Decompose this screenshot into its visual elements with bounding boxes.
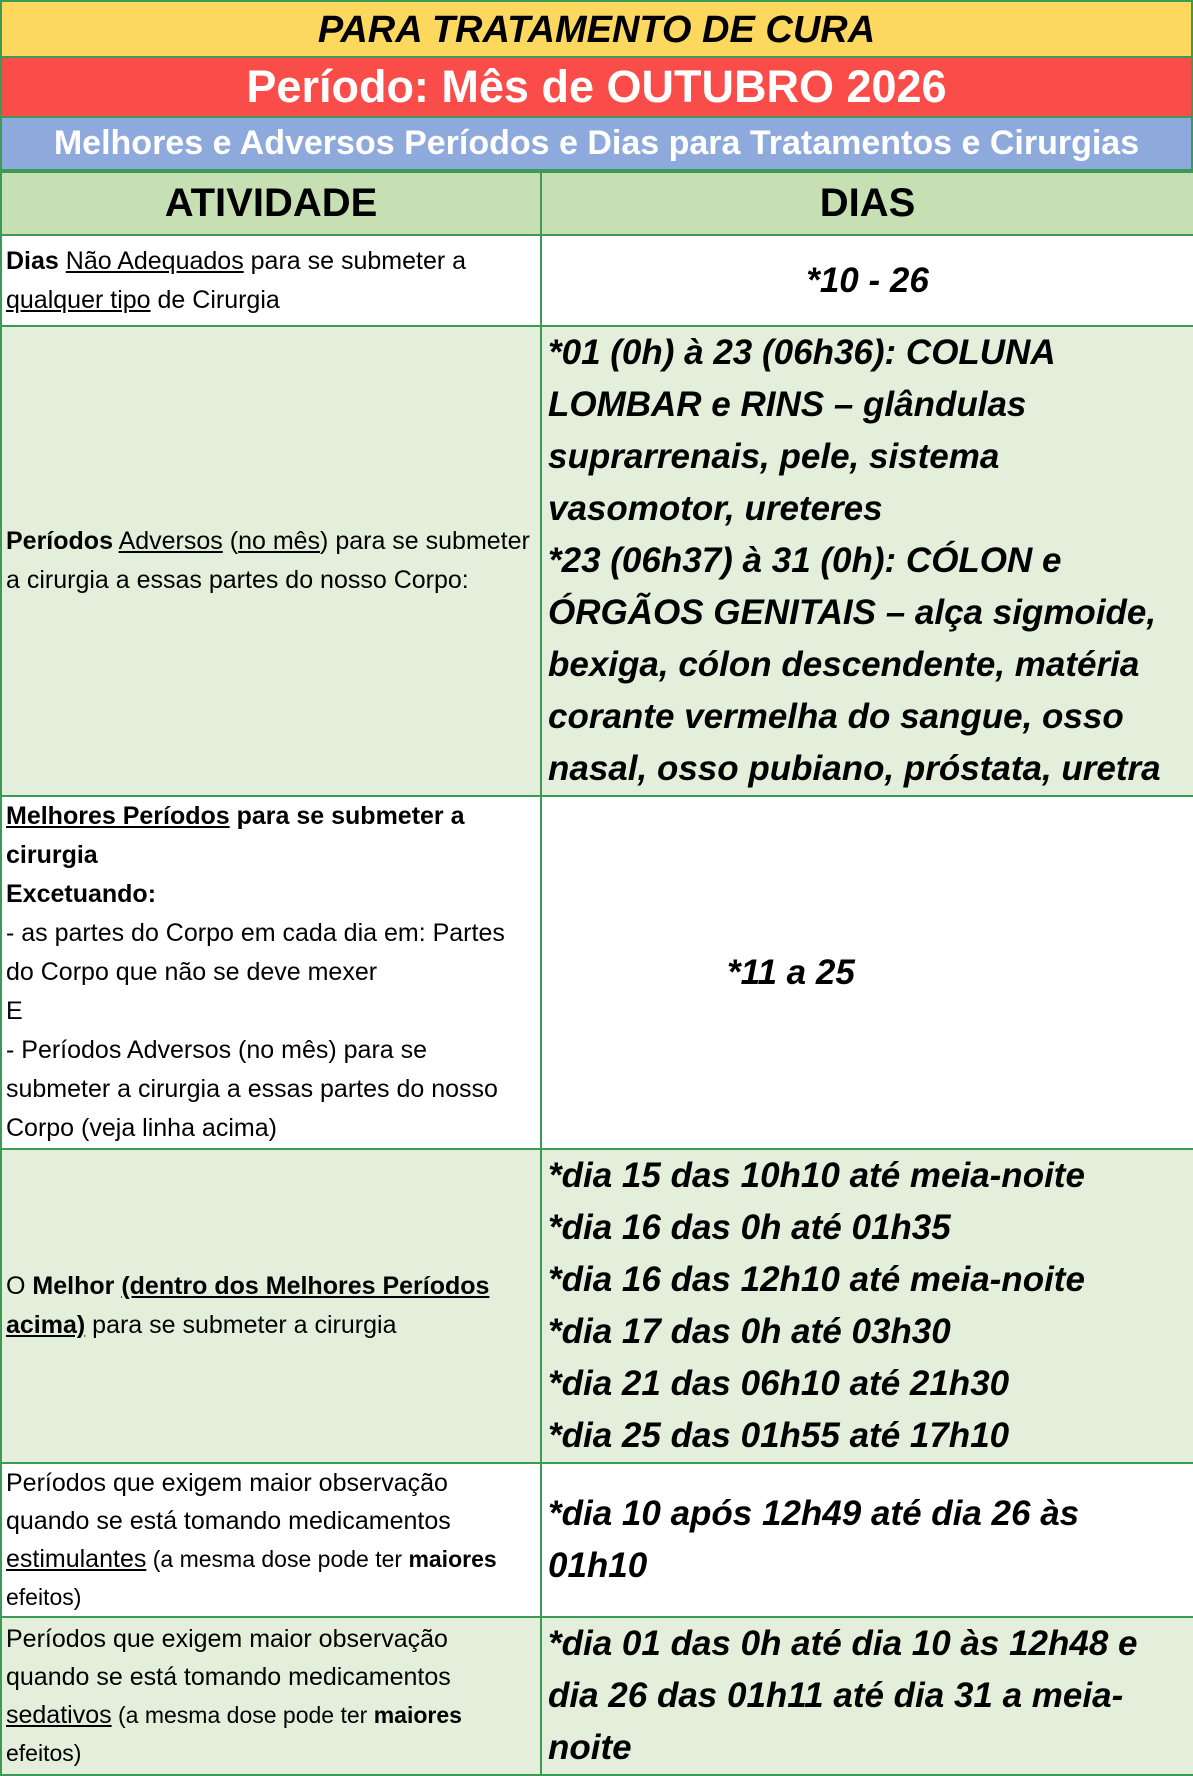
days-line: LOMBAR e RINS – glândulas [548,385,1027,424]
days-line: *dia 10 após 12h49 até dia 26 às [548,1494,1080,1533]
days-line: dia 26 das 01h11 até dia 31 a meia- [548,1676,1124,1715]
table-row [1,796,1193,1149]
table-row [1,1149,1193,1463]
days-line: ÓRGÃOS GENITAIS – alça sigmoide, [548,593,1157,632]
days-line: 01h10 [548,1546,648,1585]
period-title: Período: Mês de OUTUBRO 2026 [0,58,1193,118]
days-cell [541,326,1193,796]
days-line: *dia 17 das 0h até 03h30 [548,1312,951,1351]
table-row [1,1463,1193,1617]
days-cell: *10 - 26 [541,235,1193,326]
days-line: bexiga, cólon descendente, matéria [548,645,1140,684]
table-row [1,235,1193,326]
header-row [1,172,1193,235]
activity-cell: Períodos que exigem maior observação quando se está tomando medicamentos sedativos (a mesma dose pode ter maiores efeitos) [1,1617,541,1775]
days-cell: *11 a 25 [541,796,1193,1149]
days-line: *dia 01 das 0h até dia 10 às 12h48 e [548,1624,1138,1663]
column-header-activity: ATIVIDADE [1,172,541,235]
days-line: *dia 15 das 10h10 até meia-noite [548,1156,1085,1195]
activity-cell: Melhores Períodos para se submeter a cirurgia Excetuando: - as partes do Corpo em cada dia em: Partes do Corpo que não se deve mexer E - Períodos Adversos (no mês) para se submeter a cirurgia a essas partes do nosso Corpo (veja linha acima) [1,796,541,1149]
activity-cell: Períodos Adversos (no mês) para se submeter a cirurgia a essas partes do nosso Corpo: [1,326,541,796]
days-line: *23 (06h37) à 31 (0h): CÓLON e [548,541,1062,580]
activity-cell: Períodos que exigem maior observação quando se está tomando medicamentos estimulantes (a mesma dose pode ter maiores efeitos) [1,1463,541,1617]
days-line: vasomotor, ureteres [548,489,883,528]
column-header-days: DIAS [541,172,1193,235]
days-line: corante vermelha do sangue, osso [548,697,1124,736]
days-line: noite [548,1728,632,1767]
table-row [1,1617,1193,1775]
days-line: nasal, osso pubiano, próstata, uretra [548,749,1161,788]
subtitle: Melhores e Adversos Períodos e Dias para Tratamentos e Cirurgias [0,118,1193,171]
days-line: *dia 16 das 0h até 01h35 [548,1208,951,1247]
days-line: *dia 21 das 06h10 até 21h30 [548,1364,1010,1403]
days-cell [541,1463,1193,1617]
activity-cell: Dias Não Adequados para se submeter a qualquer tipo de Cirurgia [1,235,541,326]
days-line: *dia 16 das 12h10 até meia-noite [548,1260,1085,1299]
activity-cell: O Melhor (dentro dos Melhores Períodos acima) para se submeter a cirurgia [1,1149,541,1463]
days-cell [541,1617,1193,1775]
days-line: *dia 25 das 01h55 até 17h10 [548,1416,1010,1455]
treatment-title: PARA TRATAMENTO DE CURA [0,0,1193,58]
days-cell [541,1149,1193,1463]
schedule-table [0,171,1193,1776]
days-line: suprarrenais, pele, sistema [548,437,1000,476]
table-row [1,326,1193,796]
days-line: *01 (0h) à 23 (06h36): COLUNA [548,333,1056,372]
